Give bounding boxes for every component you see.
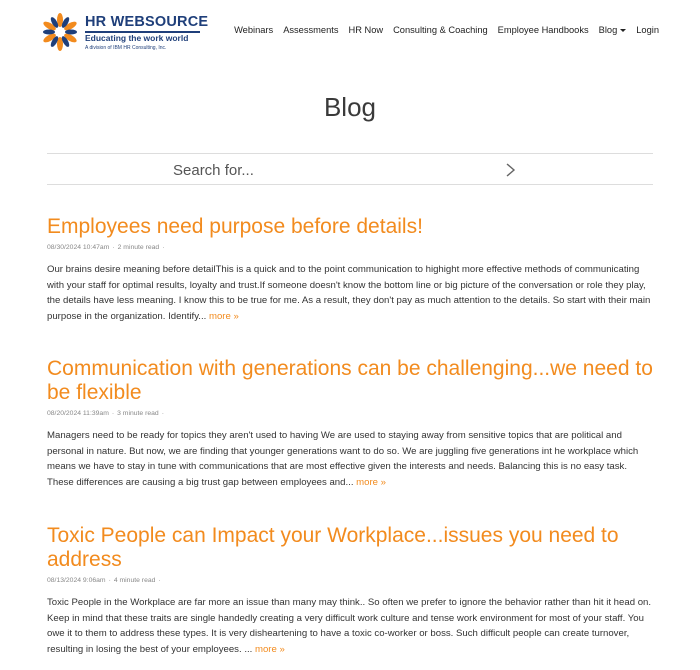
nav-consulting-coaching[interactable]: Consulting & Coaching <box>393 25 488 35</box>
post-title-link[interactable]: Communication with generations can be challenging...we need to be flexible <box>47 357 653 404</box>
main-nav <box>234 25 659 35</box>
site-logo[interactable] <box>40 12 209 52</box>
nav-login[interactable]: Login <box>636 25 659 35</box>
blog-post <box>47 357 655 490</box>
caret-down-icon <box>620 29 626 32</box>
logo-title: HR WEBSOURCE <box>85 14 209 30</box>
nav-assessments[interactable]: Assessments <box>283 25 339 35</box>
nav-blog-dropdown[interactable] <box>599 25 627 35</box>
site-header <box>0 0 700 64</box>
post-excerpt-text: Toxic People in the Workplace are far more an issue than many may think.. So often we prefer to ignore the behavior rather than hit it head on. Keep in mind that these traits are single handedly creating a very difficult work culture and tense work environment for most of your staff. You owe it to them to address these types. It is very disheartening to have a toxic co-worker or boss. Such difficult people can create turnover, resulting in losing the best of your employees. ... <box>47 597 652 655</box>
nav-hr-now[interactable]: HR Now <box>348 25 384 35</box>
post-meta <box>47 244 655 251</box>
search-bar <box>47 153 653 185</box>
post-title-link[interactable]: Employees need purpose before details! <box>47 215 423 238</box>
post-excerpt-text: Managers need to be ready for topics they aren't used to having We are used to staying away from sensitive topics that are political and personal in nature. But now, we are finding that younger generations want to do so. We are juggling five generations int he workplace which means we have to stay in tune with communications that are most effective given the interests and needs. Balancing this is no easy task. These differences are causing a big trust gap between employees and... <box>47 430 639 488</box>
nav-webinars[interactable]: Webinars <box>234 25 274 35</box>
meta-separator: · <box>112 244 115 251</box>
post-date: 08/30/2024 10:47am <box>47 244 110 251</box>
meta-separator: · <box>158 577 161 584</box>
post-date: 08/13/2024 9:06am <box>47 577 106 584</box>
post-date: 08/20/2024 11:39am <box>47 410 109 417</box>
post-meta <box>47 577 655 584</box>
meta-separator: · <box>161 410 164 417</box>
logo-subtitle: A division of IBM HR Consulting, Inc. <box>85 45 167 51</box>
search-input[interactable] <box>173 158 503 182</box>
read-more-link[interactable]: more » <box>208 310 239 322</box>
page-title: Blog <box>323 92 377 122</box>
read-more-link[interactable]: more » <box>254 643 285 655</box>
post-excerpt <box>47 262 655 324</box>
post-excerpt-text: Our brains desire meaning before detailThis is a quick and to the point communication to highight more effective methods of communicating with your staff for optimal results, loyalty and trust.If someone doesn't know the bottom line or big picture of the conversation or role they play, the details have less meaning. I know this to be true for me. As a result, they don't pay as much attention to the details. So start with their main purpose in the organization. Identify... <box>47 264 651 322</box>
post-excerpt <box>47 595 655 657</box>
logo-tagline: Educating the work world <box>85 33 189 43</box>
post-title-link[interactable]: Toxic People can Impact your Workplace...issues you need to address <box>47 524 619 571</box>
post-excerpt <box>47 428 655 490</box>
blog-post <box>47 524 655 657</box>
nav-blog-label: Blog <box>598 25 618 35</box>
meta-separator: · <box>162 244 165 251</box>
post-meta <box>47 410 655 417</box>
blog-post <box>47 215 655 324</box>
read-more-link[interactable]: more » <box>356 476 387 488</box>
meta-separator: · <box>111 410 115 417</box>
post-read-time: 4 minute read <box>113 577 156 584</box>
meta-separator: · <box>108 577 111 584</box>
chevron-right-icon[interactable] <box>503 161 519 179</box>
starburst-logo-icon <box>40 12 82 54</box>
post-read-time: 2 minute read <box>117 244 160 251</box>
post-read-time: 3 minute read <box>117 410 159 417</box>
nav-employee-handbooks[interactable]: Employee Handbooks <box>497 25 589 35</box>
